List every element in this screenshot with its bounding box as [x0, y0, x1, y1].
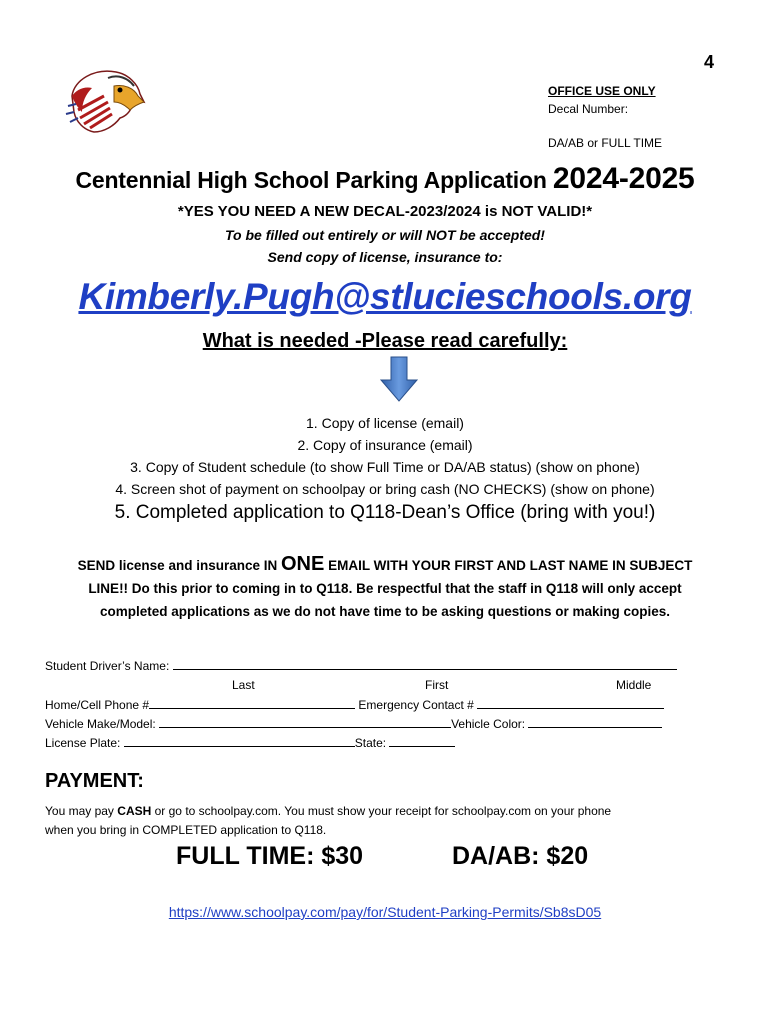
page-number: 4 [704, 52, 715, 72]
name-first-label: First [425, 678, 449, 692]
license-plate-label: License Plate: [45, 736, 121, 750]
contact-email-link[interactable]: Kimberly.Pugh@stlucieschools.org [78, 276, 692, 317]
phone-row [45, 697, 664, 712]
payment-text-part: when you bring in COMPLETED application to Q118. [45, 823, 327, 837]
vehicle-color-label: Vehicle Color: [451, 717, 526, 731]
eagle-head-logo [64, 66, 146, 138]
vehicle-color-field[interactable] [528, 716, 662, 728]
driver-name-row [45, 658, 677, 673]
full-time-fee: FULL TIME: $30 [176, 842, 364, 870]
emergency-contact-field[interactable] [477, 697, 664, 709]
down-arrow-icon [380, 356, 418, 402]
name-middle-label: Middle [616, 678, 652, 692]
payment-text-part: You may pay [45, 804, 118, 818]
decal-notice: *YES YOU NEED A NEW DECAL-2023/2024 is NOT VALID!* [177, 203, 593, 220]
list-item: 3. Copy of Student schedule (to show Full Time or DA/AB status) (show on phone) [130, 459, 640, 475]
send-copy-note: Send copy of license, insurance to: [267, 249, 503, 265]
list-item: 4. Screen shot of payment on schoolpay or bring cash (NO CHECKS) (show on phone) [115, 481, 655, 497]
instruction-text: SEND license and insurance IN [77, 558, 281, 573]
requirements-heading: What is needed -Please read carefully: [202, 330, 568, 352]
title-text: Centennial High School Parking Application [75, 167, 553, 193]
driver-name-label: Student Driver’s Name: [45, 659, 170, 673]
name-last-label: Last [232, 678, 255, 692]
emergency-contact-label: Emergency Contact # [358, 698, 474, 712]
instruction-text: EMAIL WITH YOUR FIRST AND LAST NAME IN SUBJECT [324, 558, 693, 573]
vehicle-make-field[interactable] [159, 716, 451, 728]
phone-label: Home/Cell Phone # [45, 698, 150, 712]
license-plate-field[interactable] [124, 735, 355, 747]
office-use-box [548, 82, 662, 152]
vehicle-label: Vehicle Make/Model: [45, 717, 156, 731]
state-field[interactable] [389, 735, 455, 747]
requirements-list [0, 412, 770, 500]
vehicle-row [45, 716, 662, 731]
driver-name-field[interactable] [173, 658, 677, 670]
payment-text [45, 802, 735, 840]
payment-cash: CASH [117, 804, 152, 818]
payment-heading: PAYMENT: [45, 770, 144, 792]
fill-out-note: To be filled out entirely or will NOT be accepted! [225, 227, 545, 243]
page-title [0, 162, 770, 196]
list-item: 2. Copy of insurance (email) [297, 437, 473, 453]
instruction-text: completed applications as we do not have time to be asking questions or making copies. [99, 604, 671, 619]
email-instructions [40, 553, 730, 623]
da-ab-fee: DA/AB: $20 [452, 842, 589, 870]
payment-text-part: or go to schoolpay.com. You must show your receipt for schoolpay.com on your phone [151, 804, 612, 818]
office-use-heading: OFFICE USE ONLY [548, 84, 656, 98]
phone-field[interactable] [149, 697, 355, 709]
plate-row [45, 735, 455, 750]
instruction-text: LINE!! Do this prior to coming in to Q118. Be respectful that the staff in Q118 will only accept [88, 581, 682, 596]
schoolpay-link[interactable]: https://www.schoolpay.com/pay/for/Student-Parking-Permits/Sb8sD05 [168, 904, 602, 920]
time-status-label: DA/AB or FULL TIME [548, 136, 663, 150]
state-label: State: [354, 736, 387, 750]
list-item: 5. Completed application to Q118-Dean’s Office (bring with you!) [114, 502, 656, 523]
decal-number-label: Decal Number: [548, 102, 629, 116]
instruction-one: ONE [280, 553, 325, 575]
title-year: 2024-2025 [552, 162, 695, 195]
list-item: 1. Copy of license (email) [306, 415, 464, 431]
